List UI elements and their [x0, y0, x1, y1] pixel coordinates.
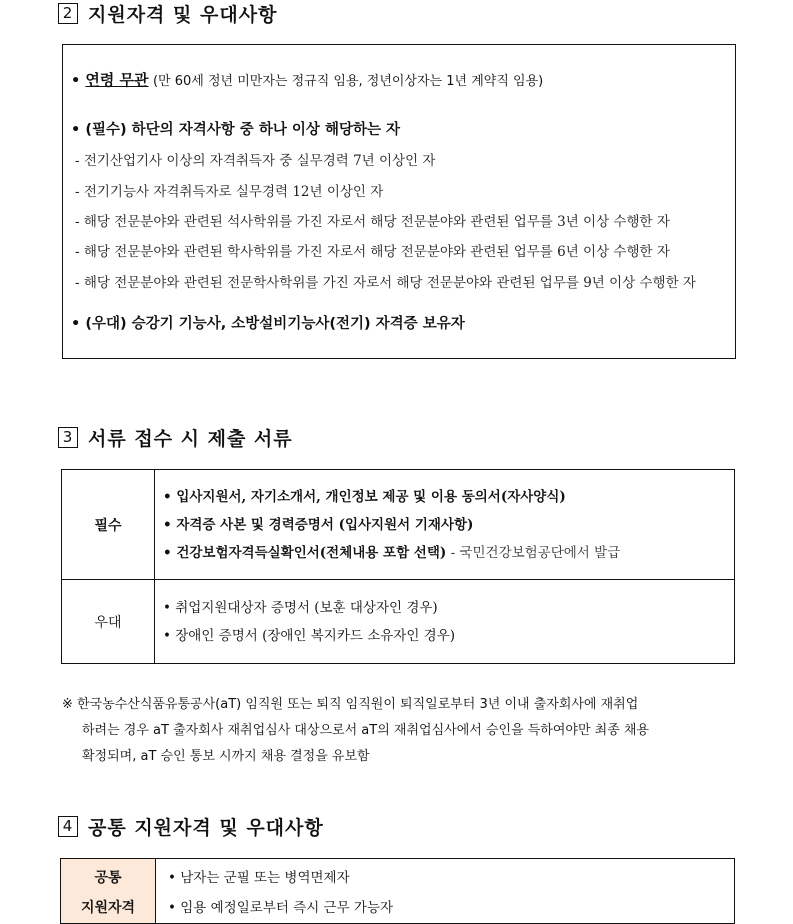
qualification-item: - 해당 전문분야와 관련된 석사학위를 가진 자로서 해당 전문분야와 관련된 업무를 3년 이상 수행한 자 — [75, 214, 670, 230]
section-number: 2 — [58, 3, 78, 24]
age-label: 연령 무관 — [85, 71, 149, 89]
qualification-item: - 전기산업기사 이상의 자격취득자 중 실무경력 7년 이상인 자 — [75, 153, 436, 169]
section-title-text: 서류 접수 시 제출 서류 — [88, 428, 293, 450]
documents-table — [61, 469, 735, 664]
common-qualifications-table — [60, 858, 735, 924]
issuer-note: - 국민건강보험공단에서 발급 — [446, 544, 621, 561]
list-item: • 건강보험자격득실확인서(전체내용 포함 선택) - 국민건강보험공단에서 발급 — [163, 544, 621, 561]
preferred-line: • (우대) 승강기 기능사, 소방설비기능사(전기) 자격증 보유자 — [71, 316, 465, 332]
common-label: 공통 지원자격 — [61, 859, 156, 924]
required-heading: • (필수) 하단의 자격사항 중 하나 이상 해당하는 자 — [71, 122, 401, 138]
reemployment-note — [62, 692, 742, 770]
preferred-label: 우대 — [62, 580, 155, 664]
age-line: • 연령 무관 (만 60세 정년 미만자는 정규직 임용, 정년이상자는 1년 계약직 임용) — [71, 71, 544, 89]
required-label: 필수 — [62, 470, 155, 580]
age-description: (만 60세 정년 미만자는 정규직 임용, 정년이상자는 1년 계약직 임용) — [152, 74, 544, 89]
list-item: • 자격증 사본 및 경력증명서 (입사지원서 기재사항) — [163, 516, 474, 533]
section-4-title — [58, 813, 324, 840]
list-item: • 임용 예정일로부터 즉시 근무 가능자 — [168, 900, 394, 916]
list-item: • 입사지원서, 자기소개서, 개인정보 제공 및 이용 동의서(자사양식) — [163, 488, 566, 505]
required-items — [155, 470, 735, 580]
qualification-item: - 해당 전문분야와 관련된 학사학위를 가진 자로서 해당 전문분야와 관련된 업무를 6년 이상 수행한 자 — [75, 244, 670, 260]
list-item: • 장애인 증명서 (장애인 복지카드 소유자인 경우) — [163, 627, 456, 644]
note-line: 확정되며, aT 승인 통보 시까지 채용 결정을 유보함 — [82, 749, 370, 764]
section-3-title — [58, 424, 293, 451]
qualification-item: - 전기기능사 자격취득자로 실무경력 12년 이상인 자 — [75, 184, 384, 200]
table-row — [62, 470, 735, 580]
section-title-text: 지원자격 및 우대사항 — [88, 4, 278, 26]
table-row — [61, 859, 735, 924]
table-row — [62, 580, 735, 664]
section-2-title — [58, 0, 277, 27]
note-line: 하려는 경우 aT 출자회사 재취업심사 대상으로서 aT의 재취업심사에서 승인을 득하여야만 최종 채용 — [82, 723, 650, 738]
list-item: • 남자는 군필 또는 병역면제자 — [168, 870, 350, 886]
section-number: 4 — [58, 816, 78, 837]
note-line: ※ 한국농수산식품유통공사(aT) 임직원 또는 퇴직 임직원이 퇴직일로부터 3년 이내 출자회사에 재취업 — [62, 697, 639, 712]
section-number: 3 — [58, 427, 78, 448]
qualifications-box — [62, 44, 736, 359]
preferred-items — [155, 580, 735, 664]
common-items — [156, 859, 735, 924]
qualification-item: - 해당 전문분야와 관련된 전문학사학위를 가진 자로서 해당 전문분야와 관련된 업무를 9년 이상 수행한 자 — [75, 275, 696, 291]
list-item: • 취업지원대상자 증명서 (보훈 대상자인 경우) — [163, 599, 438, 616]
section-title-text: 공통 지원자격 및 우대사항 — [88, 817, 324, 839]
